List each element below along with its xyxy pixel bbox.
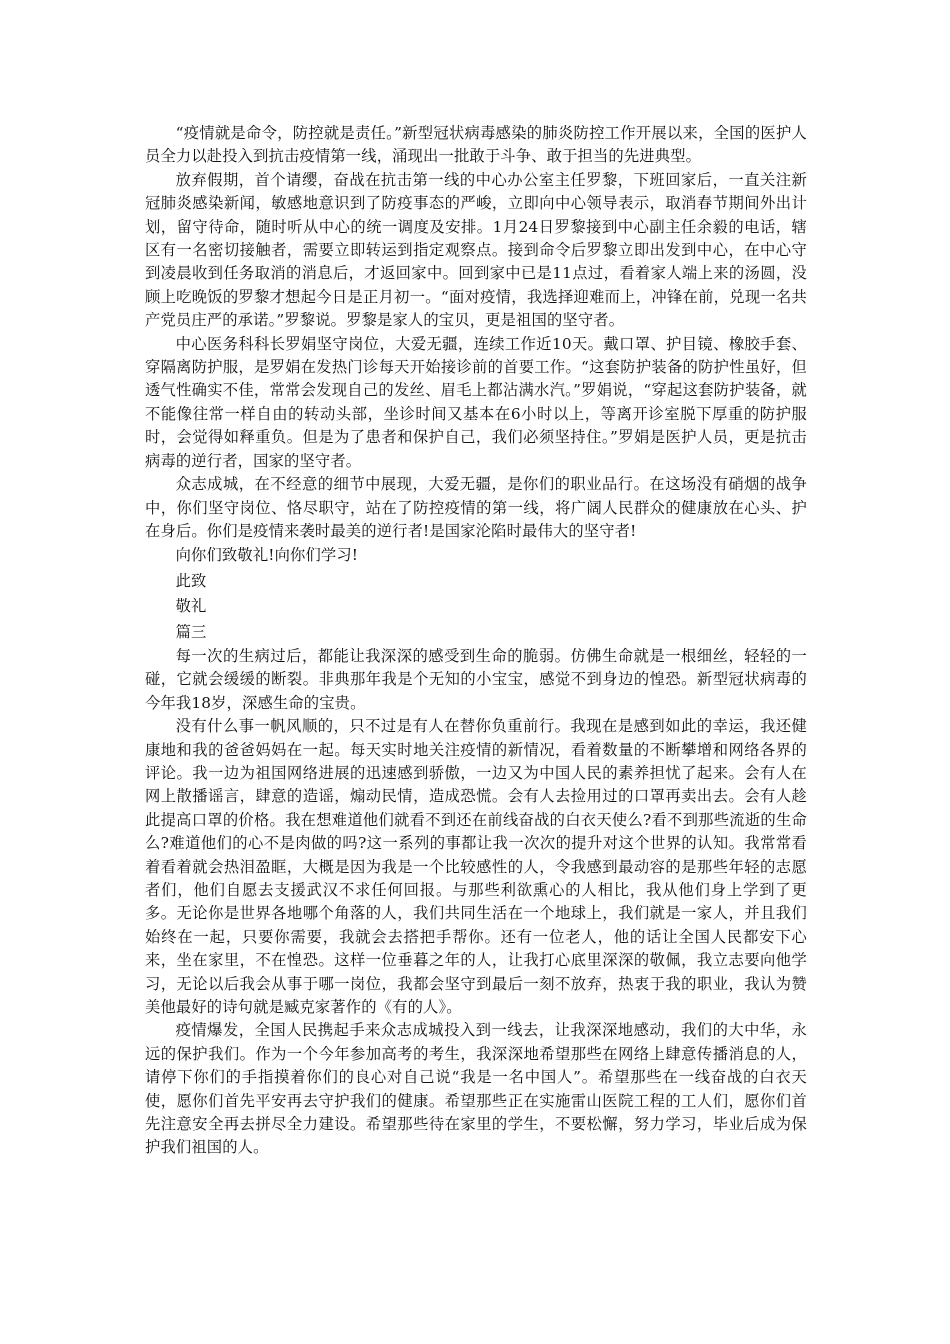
section-heading: 篇三: [175, 622, 207, 641]
paragraph-6: 没有什么事一帆风顺的，只不过是有人在替你负重前行。我现在是感到如此的幸运，我还健康地和我的爸爸妈妈在一起。每天实时地关注疫情的新情况，看着数量的不断攀增和网络各界的评论。我一边为祖国网络进展的迅速感到骄傲，一边又为中国人民的素养担忧了起来。会有人在网上散播谣言，肆意的造谣，煽动民情，造成恐慌。会有人去捡用过的口罩再卖出去。会有人趁此提高口罩的价格。我在想难道他们就看不到还在前线奋战的白衣天使么?看不到那些流逝的生命么?难道他们的心不是肉做的吗?这一系列的事都让我一次次的提升对这个世界的认知。我常常看着看着就会热泪盈眶，大概是因为我是一个比较感性的人，令我感到最动容的是那些年轻的志愿者们，他们自愿去支援武汉不求任何回报。与那些利欲熏心的人相比，我从他们身上学到了更多。无论你是世界各地哪个角落的人，我们共同生活在一个地球上，我们就是一家人，并且我们始终在一起，只要你需要，我就会去搭把手帮你。还有一位老人，他的话让全国人民都安下心来，坐在家里，不在惶恐。这样一位垂暮之年的人，让我打心底里深深的敬佩，我立志要向他学习，无论以后我会从事于哪一岗位，我都会坚守到最后一刻不放弃，热衷于我的职业，我认为赞美他最好的诗句就是臧克家著作的《有的人》。: [145, 717, 807, 1017]
paragraph-5: 每一次的生病过后，都能让我深深的感受到生命的脆弱。仿佛生命就是一根细丝，轻轻的一碰，它就会缓缓的断裂。非典那年我是个无知的小宝宝，感觉不到身边的惶恐。新型冠状病毒的今年我18岁，深感生命的宝贵。: [145, 646, 807, 712]
paragraph-4: 众志成城，在不经意的细节中展现，大爱无疆，是你们的职业品行。在这场没有硝烟的战争中，你们坚守岗位、恪尽职守，站在了防控疫情的第一线，将广阔人民群众的健康放在心头、护在身后。你们是疫情来袭时最美的逆行者!是国家沦陷时最伟大的坚守者!: [145, 475, 807, 540]
closing-jingli: 敬礼: [175, 597, 207, 616]
document-page: [145, 122, 807, 1160]
salute-line: 向你们致敬礼!向你们学习!: [175, 546, 359, 565]
paragraph-1: “疫情就是命令，防控就是责任。”新型冠状病毒感染的肺炎防控工作开展以来，全国的医护人员全力以赴投入到抗击疫情第一线，涌现出一批敢于斗争、敢于担当的先进典型。: [145, 124, 807, 166]
paragraph-2: 放弃假期，首个请缨，奋战在抗击第一线的中心办公室主任罗黎，下班回家后，一直关注新冠肺炎感染新闻，敏感地意识到了防疫事态的严峻，立即向中心领导表示，取消春节期间外出计划，留守待命，随时听从中心的统一调度及安排。1月24日罗黎接到中心副主任余毅的电话，辖区有一名密切接触者，需要立即转运到指定观察点。接到命令后罗黎立即出发到中心，在中心守到凌晨收到任务取消的消息后，才返回家中。回到家中已是11点过，看着家人端上来的汤圆，没顾上吃晚饭的罗黎才想起今日是正月初一。“面对疫情，我选择迎难而上，冲锋在前，兑现一名共产党员庄严的承诺。”罗黎说。罗黎是家人的宝贝，更是祖国的坚守者。: [145, 170, 807, 330]
closing-cizhi: 此致: [175, 571, 207, 590]
paragraph-7: 疫情爆发，全国人民携起手来众志成城投入到一线去，让我深深地感动，我们的大中华，永远的保护我们。作为一个今年参加高考的考生，我深深地希望那些在网络上肆意传播消息的人，请停下你们的手指摸着你们的良心对自己说“我是一名中国人”。希望那些在一线奋战的白衣天使，愿你们首先平安再去守护我们的健康。希望那些正在实施雷山医院工程的工人们，愿你们首先注意安全再去拼尽全力建设。希望那些待在家里的学生，不要松懈，努力学习，毕业后成为保护我们祖国的人。: [145, 1021, 807, 1157]
paragraph-3: 中心医务科科长罗娟坚守岗位，大爱无疆，连续工作近10天。戴口罩、护目镜、橡胶手套、穿隔离防护服，是罗娟在发热门诊每天开始接诊前的首要工作。“这套防护装备的防护性虽好，但透气性确实不佳，常常会发现自己的发丝、眉毛上都沾满水汽。”罗娟说，“穿起这套防护装备，就不能像往常一样自由的转动头部，坐诊时间又基本在6小时以上，等离开诊室脱下厚重的防护服时，会觉得如释重负。但是为了患者和保护自己，我们必须坚持住。”罗娟是医护人员，更是抗击病毒的逆行者，国家的坚守者。: [145, 334, 807, 470]
